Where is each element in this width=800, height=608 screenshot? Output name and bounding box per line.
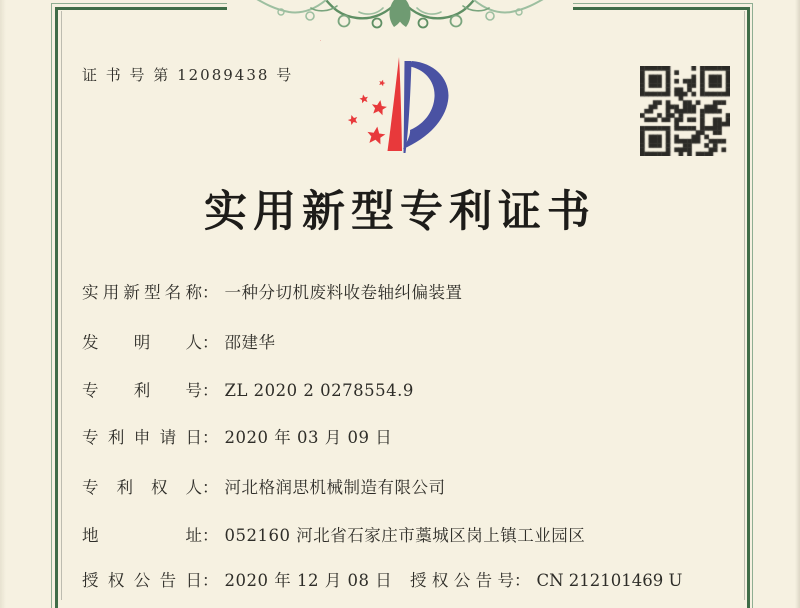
field-colon: ： bbox=[514, 571, 531, 590]
logo-stars bbox=[320, 40, 388, 145]
certificate-number: 证 书 号 第 12089438 号 bbox=[82, 66, 294, 84]
floral-flourish-icon bbox=[227, 0, 573, 34]
field-row bbox=[82, 380, 414, 402]
field-label: 发明人 bbox=[82, 333, 202, 352]
field-colon: ： bbox=[202, 333, 219, 352]
field-value: CN 212101469 U bbox=[536, 571, 683, 590]
field-row bbox=[82, 525, 585, 547]
field-value: 河北格润思机械制造有限公司 bbox=[224, 478, 446, 497]
field-label: 专利权人 bbox=[82, 478, 202, 497]
field-value: 邵建华 bbox=[224, 333, 276, 352]
field-value: ZL 2020 2 0278554.9 bbox=[224, 381, 414, 400]
field-value: 2020 年 03 月 09 日 bbox=[224, 428, 393, 447]
field-colon: ： bbox=[202, 283, 219, 302]
field-colon: ： bbox=[202, 428, 219, 447]
field-label: 专利申请日 bbox=[82, 428, 202, 447]
field-row-grant-date bbox=[82, 570, 392, 592]
frame-accent-line-right bbox=[744, 11, 745, 600]
cnipa-patent-logo-icon bbox=[320, 40, 490, 180]
qr-code bbox=[640, 66, 730, 156]
frame-accent-line-left bbox=[61, 11, 62, 600]
field-colon: ： bbox=[202, 478, 219, 497]
field-label: 专利号 bbox=[82, 381, 202, 400]
field-label: 地址 bbox=[82, 526, 202, 545]
field-colon: ： bbox=[202, 526, 219, 545]
field-row bbox=[82, 477, 446, 499]
field-row-grant-number bbox=[410, 570, 682, 592]
field-colon: ： bbox=[202, 381, 219, 400]
field-label: 实用新型名称 bbox=[82, 283, 202, 302]
field-row bbox=[82, 332, 276, 354]
field-label: 授权公告号 bbox=[410, 571, 514, 590]
logo-blue-p bbox=[403, 61, 448, 153]
field-label: 授权公告日 bbox=[82, 571, 202, 590]
field-value: 一种分切机废料收卷轴纠偏装置 bbox=[224, 283, 463, 302]
field-value: 052160 河北省石家庄市藁城区岗上镇工业园区 bbox=[224, 526, 586, 545]
field-row bbox=[82, 282, 463, 304]
field-value: 2020 年 12 月 08 日 bbox=[224, 571, 393, 590]
field-colon: ： bbox=[202, 571, 219, 590]
logo-red-wedge bbox=[388, 57, 403, 151]
certificate-title: 实用新型专利证书 bbox=[204, 187, 596, 237]
field-row bbox=[82, 427, 392, 449]
